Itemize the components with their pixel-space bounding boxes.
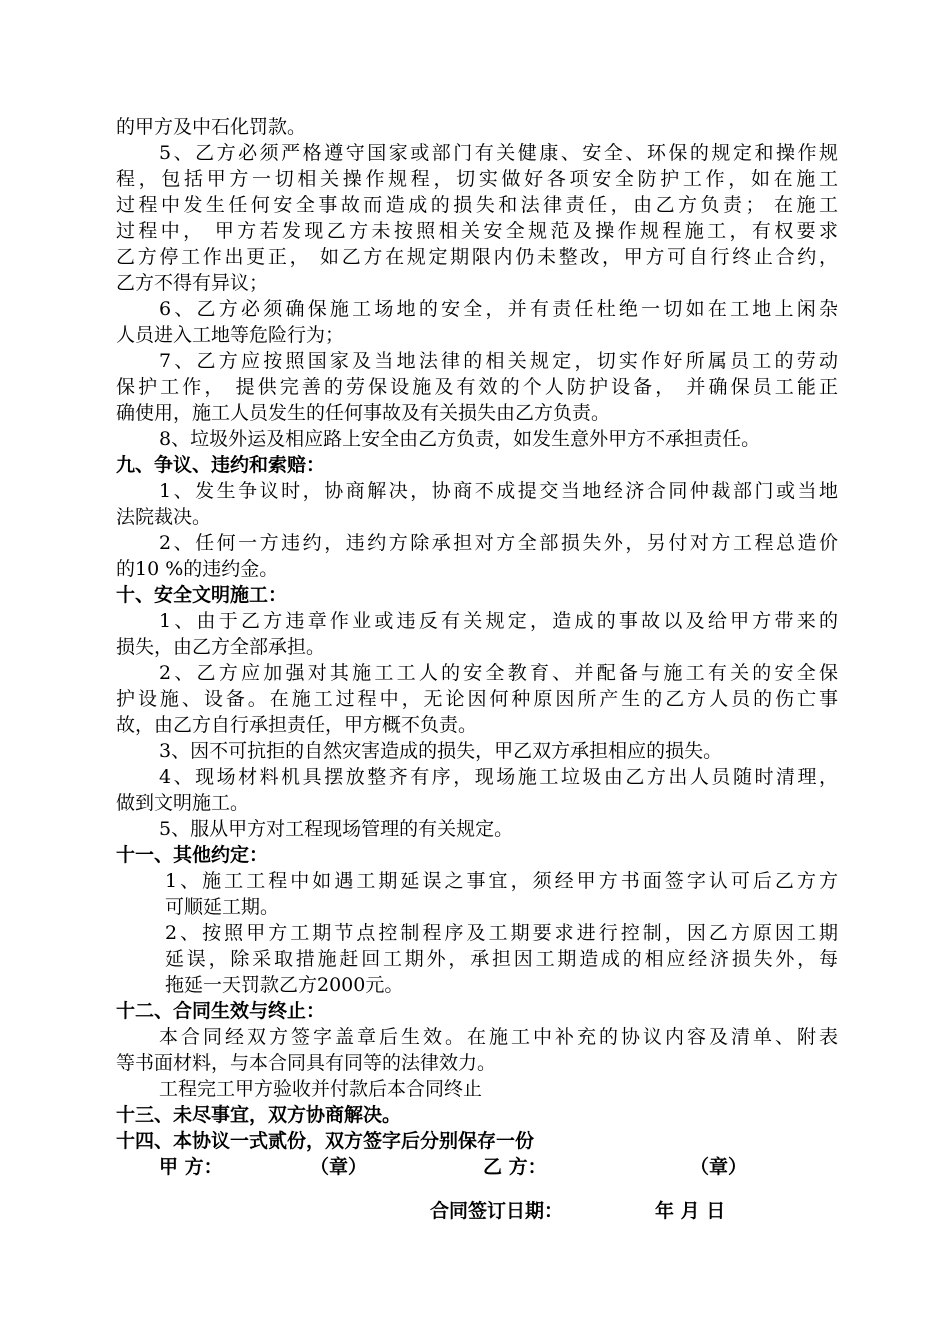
clause-10-1: 1、由于乙方违章作业或违反有关规定，造成的事故以及给甲方带来的 [159,610,838,632]
clause-9-2: 2、任何一方违约，违约方除承担对方全部损失外，另付对方工程总造价 [159,532,838,554]
party-b-label: 乙 方： [483,1156,547,1178]
clause-12-2: 工程完工甲方验收并付款后本合同终止 [159,1078,483,1100]
clause-9-1: 1、发生争议时，协商解决，协商不成提交当地经济合同仲裁部门或当地 [159,480,838,502]
clause-11-1: 1、施工工程中如遇工期延误之事宜，须经甲方书面签字认可后乙方方 [165,870,838,892]
party-a-seal: （章） [310,1156,368,1178]
text-line: 护设施、设备。在施工过程中，无论因何种原因所产生的乙方人员的伤亡事 [116,688,838,710]
text-line: 确使用，施工人员发生的任何事故及有关损失由乙方负责。 [116,402,611,424]
text-line: 延误，除采取措施赶回工期外，承担因工期造成的相应经济损失外，每 [165,948,838,970]
section-heading-13: 十三、未尽事宜，双方协商解决。 [116,1104,402,1126]
text-line: 过程中， 甲方若发现乙方未按照相关安全规范及操作规程施工，有权要求 [116,220,838,242]
text-line: 人员进入工地等危险行为； [116,324,345,346]
clause-8-7: 7、乙方应按照国家及当地法律的相关规定，切实作好所属员工的劳动 [159,350,838,372]
section-heading-11: 十一、其他约定： [116,844,269,866]
clause-8-8: 8、垃圾外运及相应路上安全由乙方负责，如发生意外甲方不承担责任。 [159,428,761,450]
text-line: 过程中发生任何安全事故而造成的损失和法律责任，由乙方负责； 在施工 [116,194,838,216]
clause-10-5: 5、服从甲方对工程现场管理的有关规定。 [159,818,514,840]
clause-10-3: 3、因不可抗拒的自然灾害造成的损失，甲乙双方承担相应的损失。 [159,740,723,762]
section-heading-10: 十、安全文明施工： [116,584,288,606]
clause-12-1: 本合同经双方签字盖章后生效。在施工中补充的协议内容及清单、附表 [159,1026,838,1048]
section-heading-12: 十二、合同生效与终止： [116,1000,326,1022]
clause-8-6: 6、乙方必须确保施工场地的安全，并有责任杜绝一切如在工地上闲杂 [159,298,838,320]
text-line: 保护工作， 提供完善的劳保设施及有效的个人防护设备， 并确保员工能正 [116,376,838,398]
text-line: 的甲方及中石化罚款。 [116,116,307,138]
clause-10-4: 4、现场材料机具摆放整齐有序，现场施工垃圾由乙方出人员随时清理， [159,766,838,788]
clause-10-2: 2、乙方应加强对其施工工人的安全教育、并配备与施工有关的安全保 [159,662,838,684]
party-b-seal: （章） [690,1156,748,1178]
party-a-label: 甲 方： [159,1156,223,1178]
text-line: 做到文明施工。 [116,792,250,814]
text-line: 损失，由乙方全部承担。 [116,636,326,658]
sign-date-label: 合同签订日期： [430,1200,564,1222]
text-line: 程，包括甲方一切相关操作规程，切实做好各项安全防护工作，如在施工 [116,168,838,190]
sign-date-value: 年 月 日 [655,1200,726,1222]
clause-8-5: 5、乙方必须严格遵守国家或部门有关健康、安全、环保的规定和操作规 [159,142,838,164]
text-line: 乙方不得有异议； [116,272,269,294]
text-line: 法院裁决。 [116,506,212,528]
text-line: 故，由乙方自行承担责任，甲方概不负责。 [116,714,478,736]
text-line: 可顺延工期。 [165,896,280,918]
section-heading-9: 九、争议、违约和索赔： [116,454,326,476]
text-line: 乙方停工作出更正， 如乙方在规定期限内仍未整改，甲方可自行终止合约， [116,246,838,268]
clause-11-2: 2、按照甲方工期节点控制程序及工期要求进行控制，因乙方原因工期 [165,922,838,944]
text-line: 拖延一天罚款乙方2000元。 [165,974,404,996]
section-heading-14: 十四、本协议一式贰份，双方签字后分别保存一份 [116,1130,535,1152]
text-line: 等书面材料，与本合同具有同等的法律效力。 [116,1052,497,1074]
text-line: 的10 %的违约金。 [116,558,279,580]
